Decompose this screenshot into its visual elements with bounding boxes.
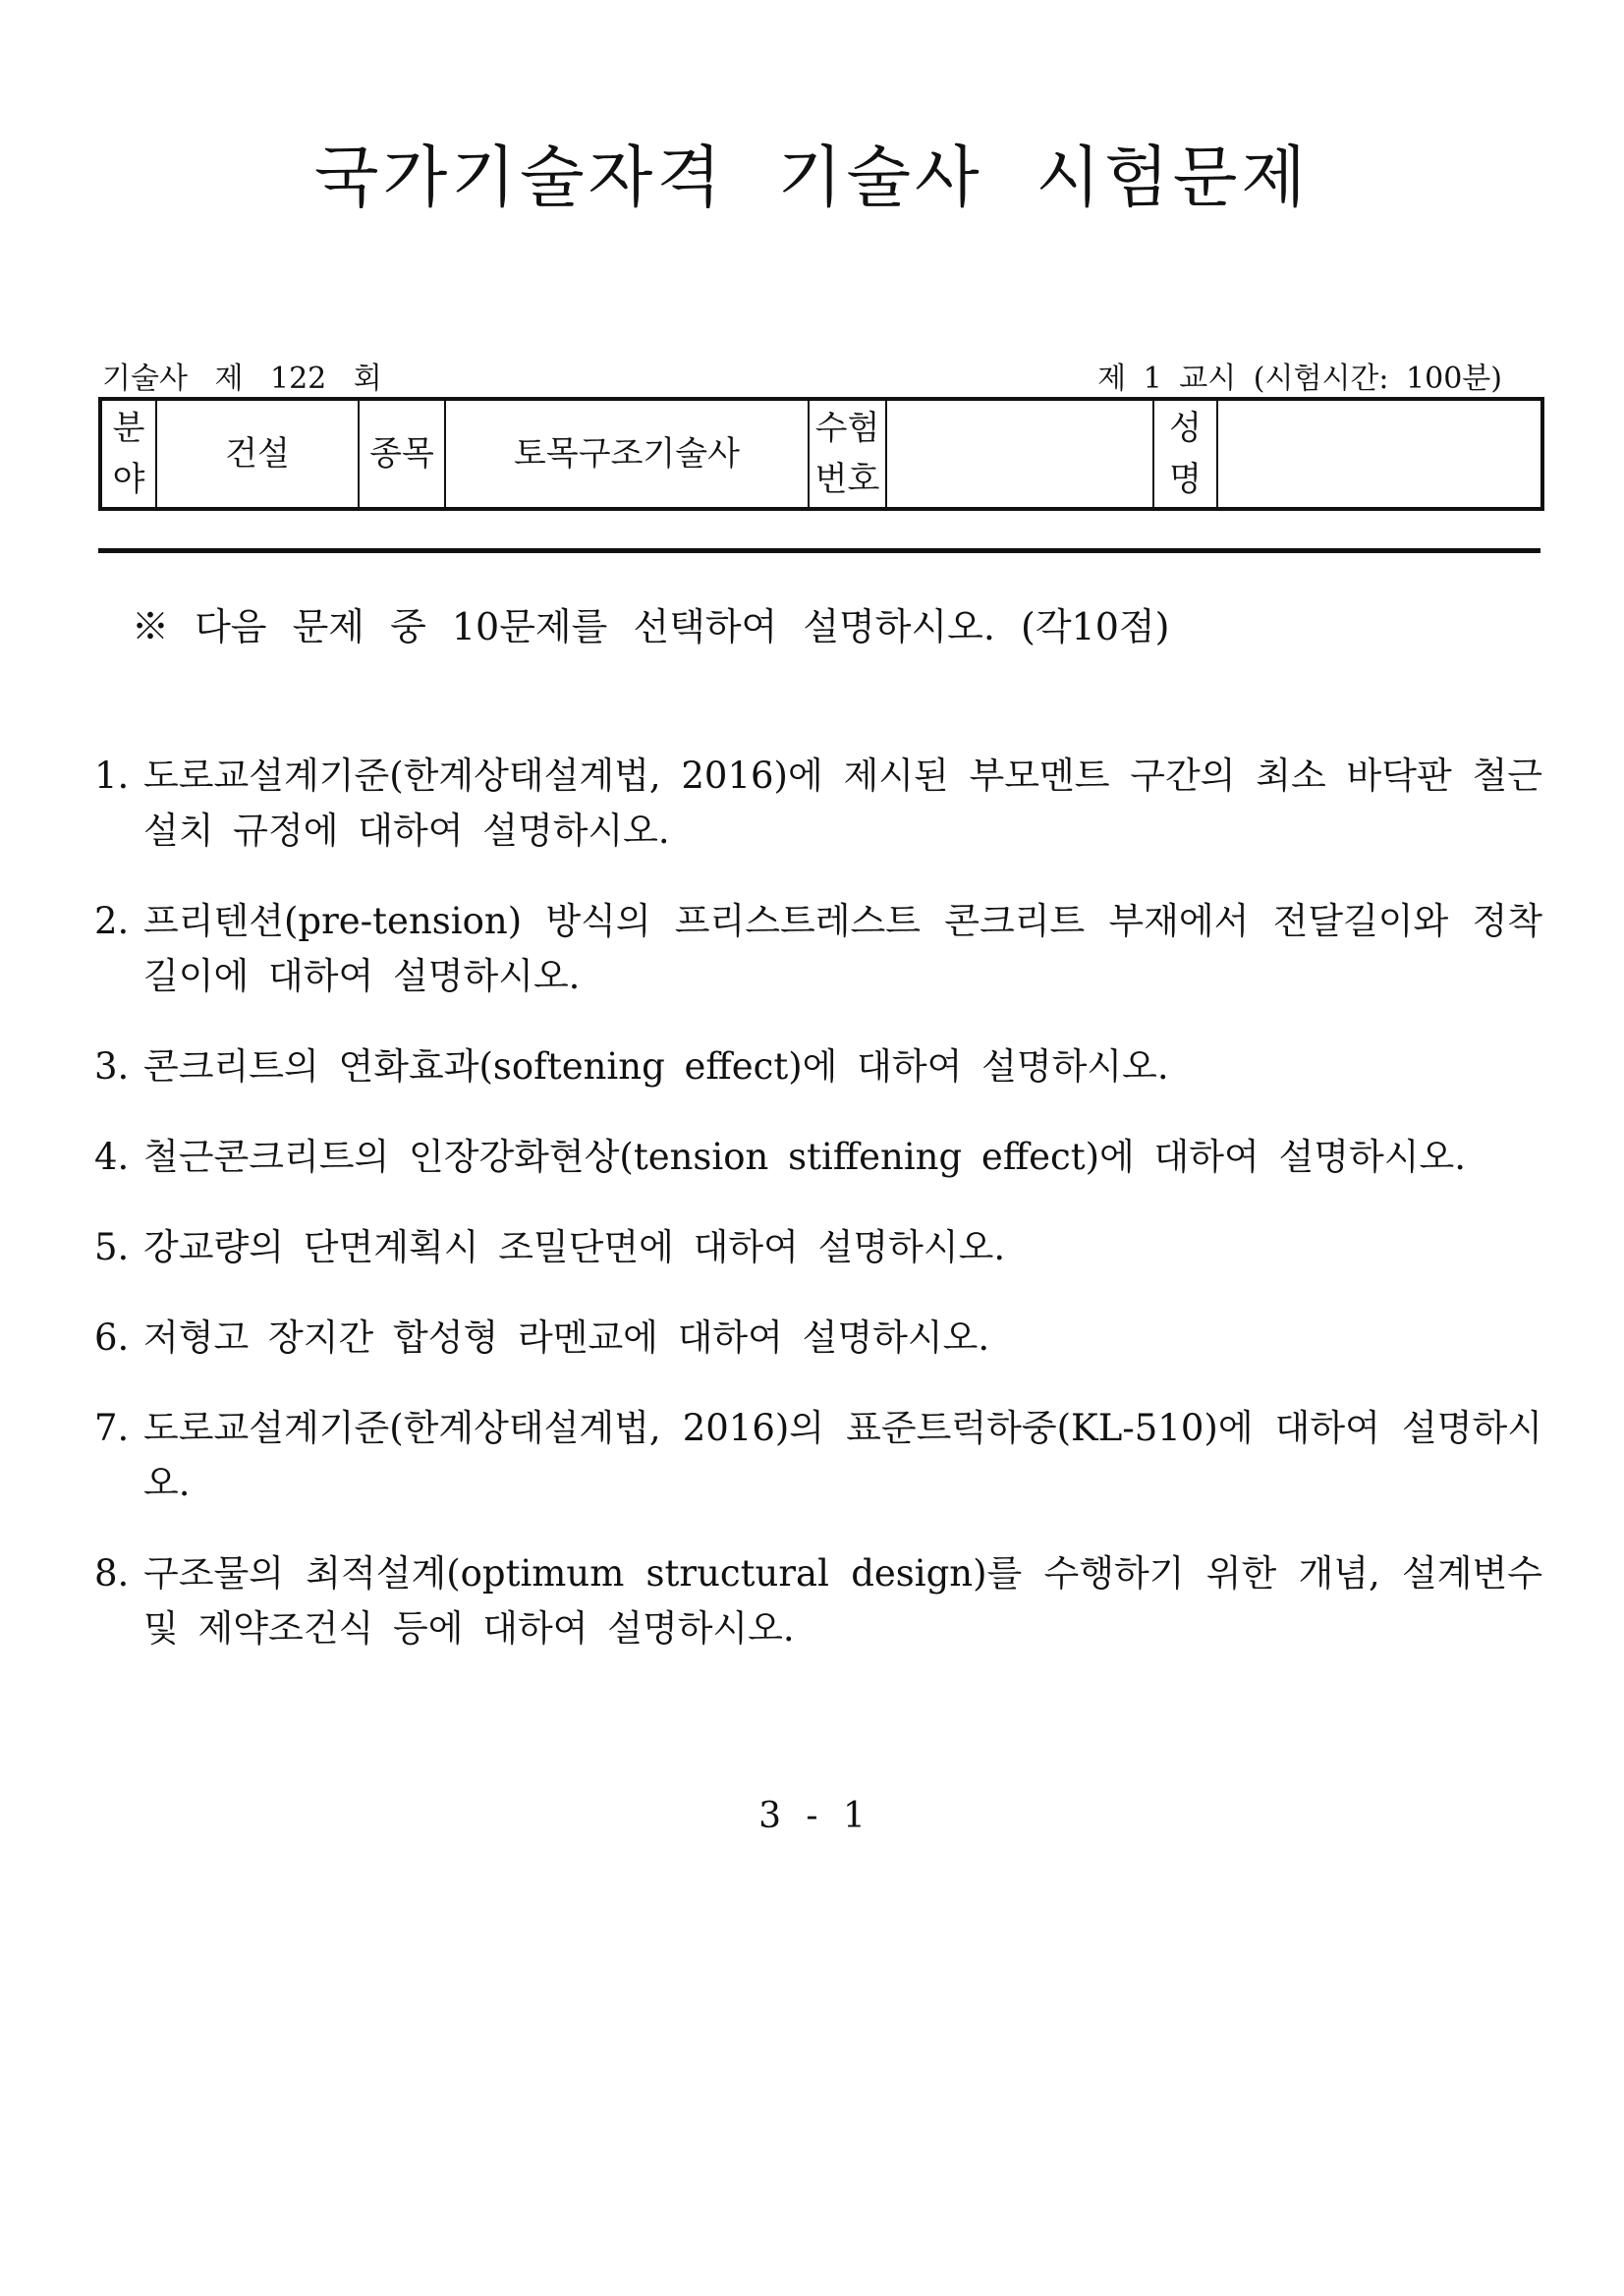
question-number: 2. xyxy=(94,900,130,942)
question-number: 8. xyxy=(94,1552,130,1595)
question-number: 1. xyxy=(94,755,130,797)
question-number: 6. xyxy=(94,1316,130,1359)
exam-number-label-line-1: 수험 xyxy=(814,409,880,448)
instruction-text: ※ 다음 문제 중 10문제를 선택하여 설명하시오. (각10점) xyxy=(132,605,1170,648)
question-item xyxy=(94,1220,1542,1275)
question-text: 강교량의 단면계획시 조밀단면에 대하여 설명하시오. xyxy=(143,1226,1006,1268)
question-text: 도로교설계기준(한계상태설계법, 2016)의 표준트럭하중(KL-510)에 대하여 설명하시오. xyxy=(143,1407,1542,1504)
exam-number-label-line-2: 번호 xyxy=(814,460,880,499)
question-item xyxy=(94,1546,1542,1656)
candidate-info-table xyxy=(98,397,1544,511)
exam-number-label xyxy=(809,399,886,509)
question-number: 7. xyxy=(94,1407,130,1449)
question-item xyxy=(94,1311,1542,1366)
field-label xyxy=(100,399,156,509)
question-list xyxy=(94,749,1542,1692)
question-item xyxy=(94,894,1542,1004)
name-label xyxy=(1153,399,1217,509)
exam-number-field[interactable] xyxy=(886,399,1153,509)
question-text: 저형고 장지간 합성형 라멘교에 대하여 설명하시오. xyxy=(143,1316,990,1359)
question-number: 3. xyxy=(94,1045,130,1088)
exam-title: 국가기술자격 기술사 시험문제 xyxy=(313,140,1311,217)
question-number: 5. xyxy=(94,1226,130,1268)
divider-line xyxy=(98,548,1540,553)
name-field[interactable] xyxy=(1217,399,1542,509)
question-item xyxy=(94,1039,1542,1094)
question-text: 콘크리트의 연화효과(softening effect)에 대하여 설명하시오. xyxy=(143,1045,1169,1088)
exam-session: 제 1 교시 (시험시간: 100분) xyxy=(1097,362,1502,396)
question-text: 철근콘크리트의 인장강화현상(tension stiffening effect)에 대하여 설명하시오. xyxy=(143,1136,1467,1178)
exam-round: 기술사 제 122 회 xyxy=(102,362,382,396)
question-item xyxy=(94,749,1542,859)
exam-meta-row xyxy=(102,360,1502,399)
question-item xyxy=(94,1130,1542,1185)
question-item xyxy=(94,1401,1542,1511)
name-label-line-2: 명 xyxy=(1169,460,1202,499)
field-label-line-1: 분 xyxy=(112,409,145,448)
question-text: 구조물의 최적설계(optimum structural design)를 수행하기 위한 개념, 설계변수 및 제약조건식 등에 대하여 설명하시오. xyxy=(143,1552,1542,1650)
field-label-line-2: 야 xyxy=(112,460,145,499)
category-value: 토목구조기술사 xyxy=(445,399,809,509)
question-text: 프리텐션(pre-tension) 방식의 프리스트레스트 콘크리트 부재에서 전달길이와 정착길이에 대하여 설명하시오. xyxy=(143,900,1542,997)
page-number: 3 - 1 xyxy=(758,1796,866,1836)
name-label-line-1: 성 xyxy=(1169,409,1202,448)
question-text: 도로교설계기준(한계상태설계법, 2016)에 제시된 부모멘트 구간의 최소 바닥판 철근 설치 규정에 대하여 설명하시오. xyxy=(143,755,1542,852)
category-label: 종목 xyxy=(359,399,445,509)
question-number: 4. xyxy=(94,1136,130,1178)
field-value: 건설 xyxy=(156,399,359,509)
